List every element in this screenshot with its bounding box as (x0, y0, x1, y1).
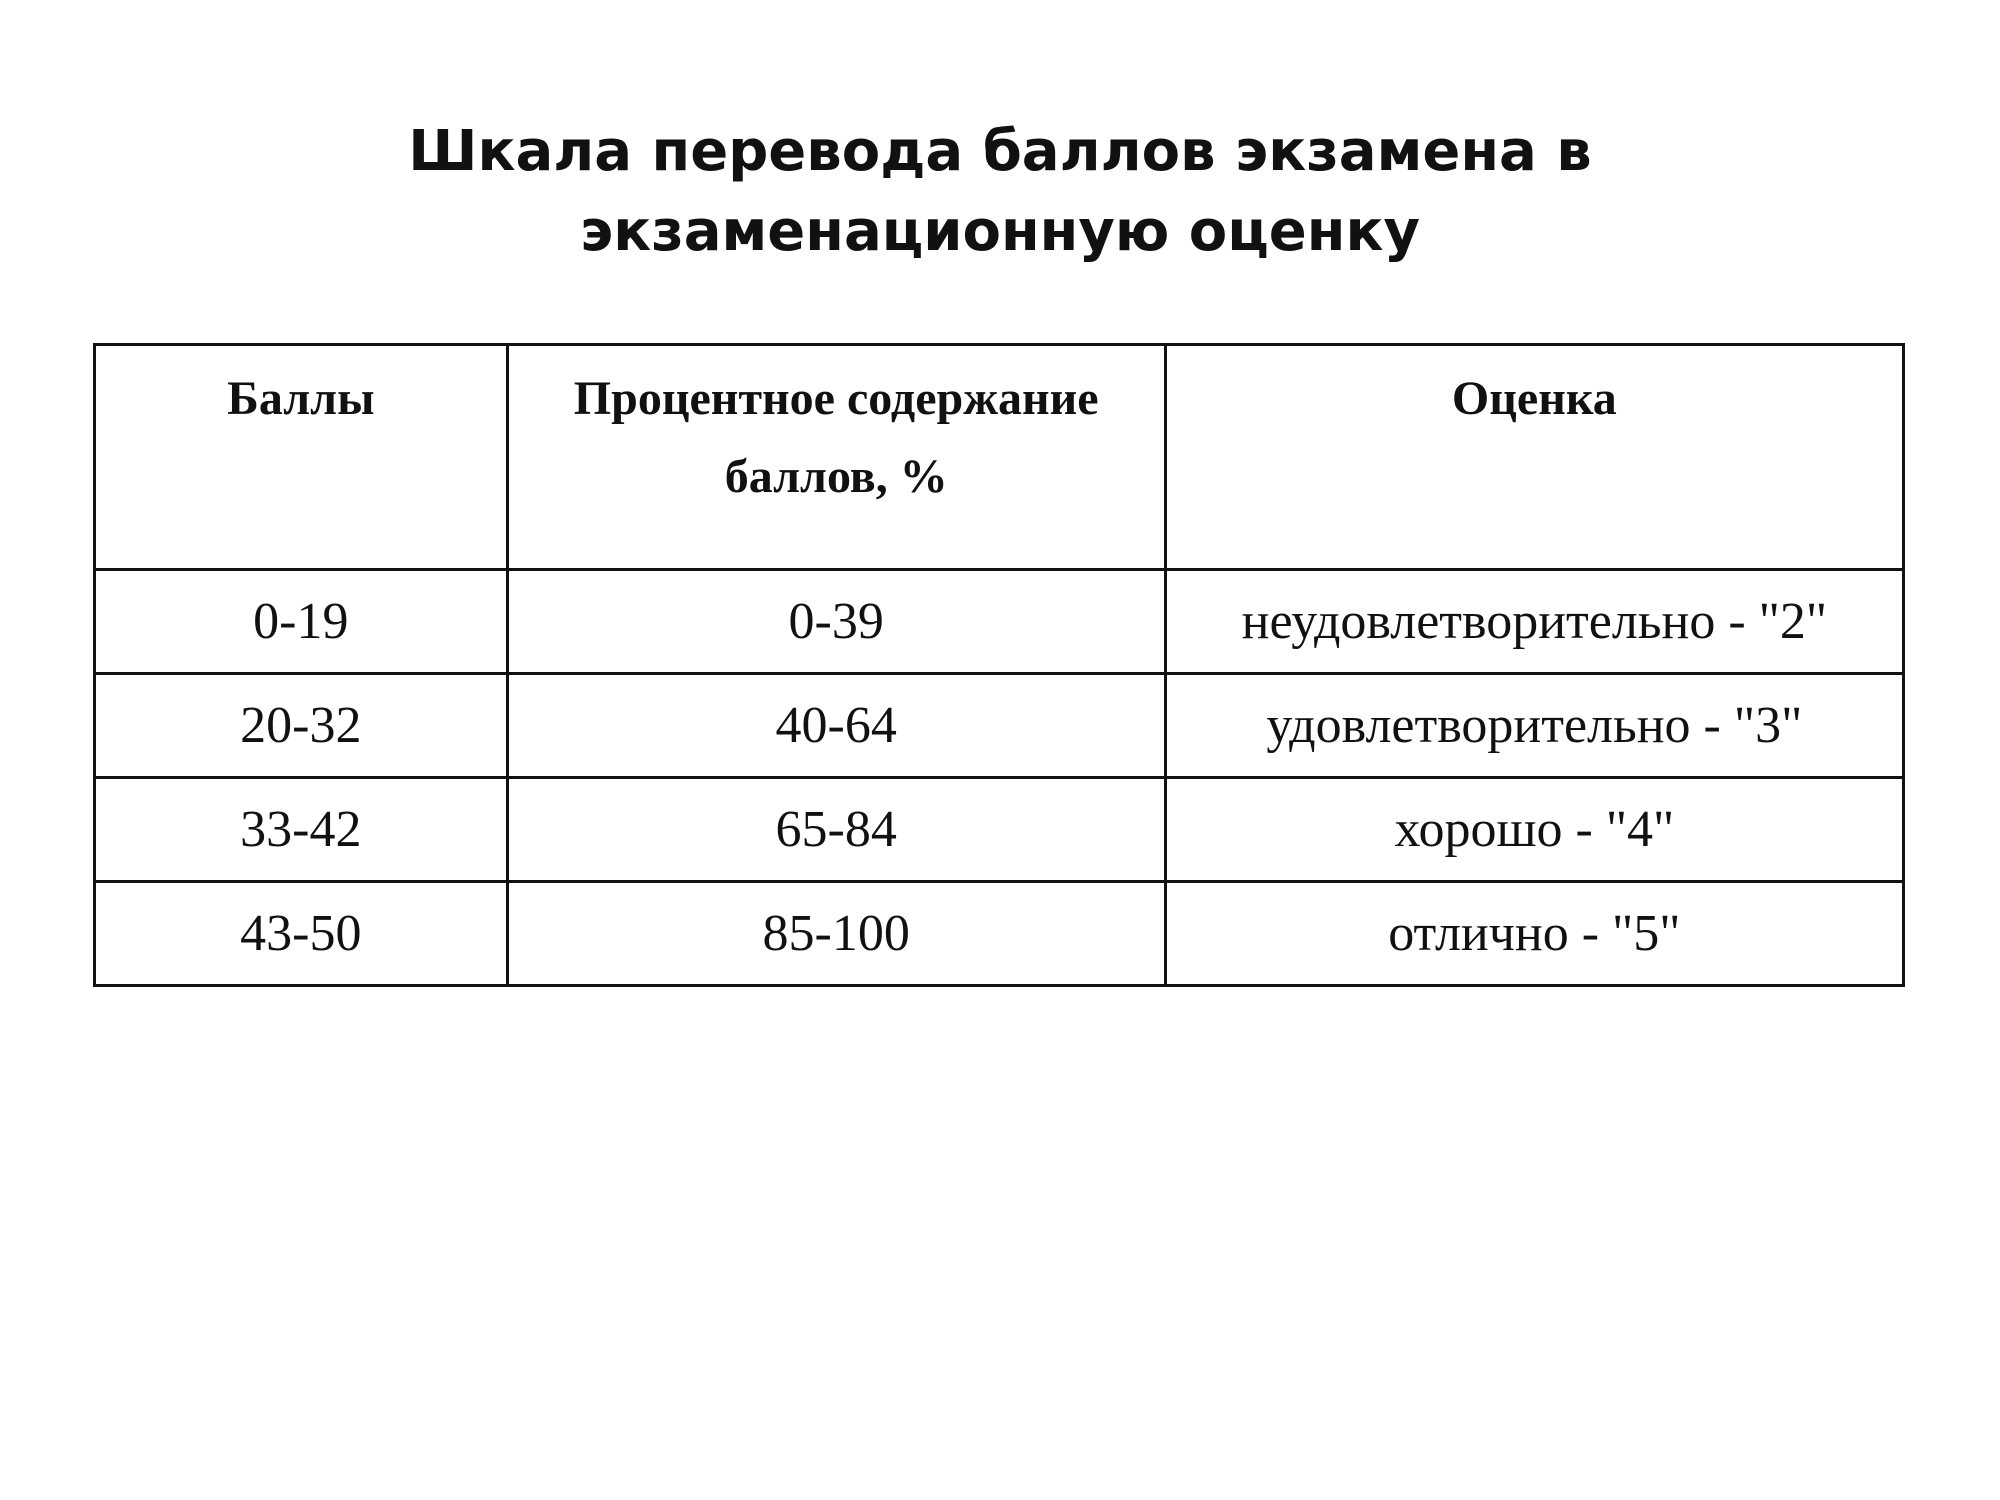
cell-points: 43-50 (95, 882, 508, 986)
cell-percent: 85-100 (507, 882, 1165, 986)
header-grade: Оценка (1165, 345, 1903, 570)
cell-grade: хорошо - "4" (1165, 778, 1903, 882)
grade-conversion-table (93, 343, 1905, 987)
cell-points: 20-32 (95, 674, 508, 778)
table-row (95, 778, 1904, 882)
cell-grade: неудовлетворительно - "2" (1165, 570, 1903, 674)
table-header-row (95, 345, 1904, 570)
page-title: Шкала перевода баллов экзамена в экзаменационную оценку (408, 119, 1592, 264)
cell-percent: 0-39 (507, 570, 1165, 674)
cell-grade: отлично - "5" (1165, 882, 1903, 986)
cell-percent: 40-64 (507, 674, 1165, 778)
header-points: Баллы (95, 345, 508, 570)
cell-points: 33-42 (95, 778, 508, 882)
cell-percent: 65-84 (507, 778, 1165, 882)
cell-grade: удовлетворительно - "3" (1165, 674, 1903, 778)
header-percent: Процентное содержание баллов, % (507, 345, 1165, 570)
table-row (95, 882, 1904, 986)
cell-points: 0-19 (95, 570, 508, 674)
table-row (95, 570, 1904, 674)
table-row (95, 674, 1904, 778)
